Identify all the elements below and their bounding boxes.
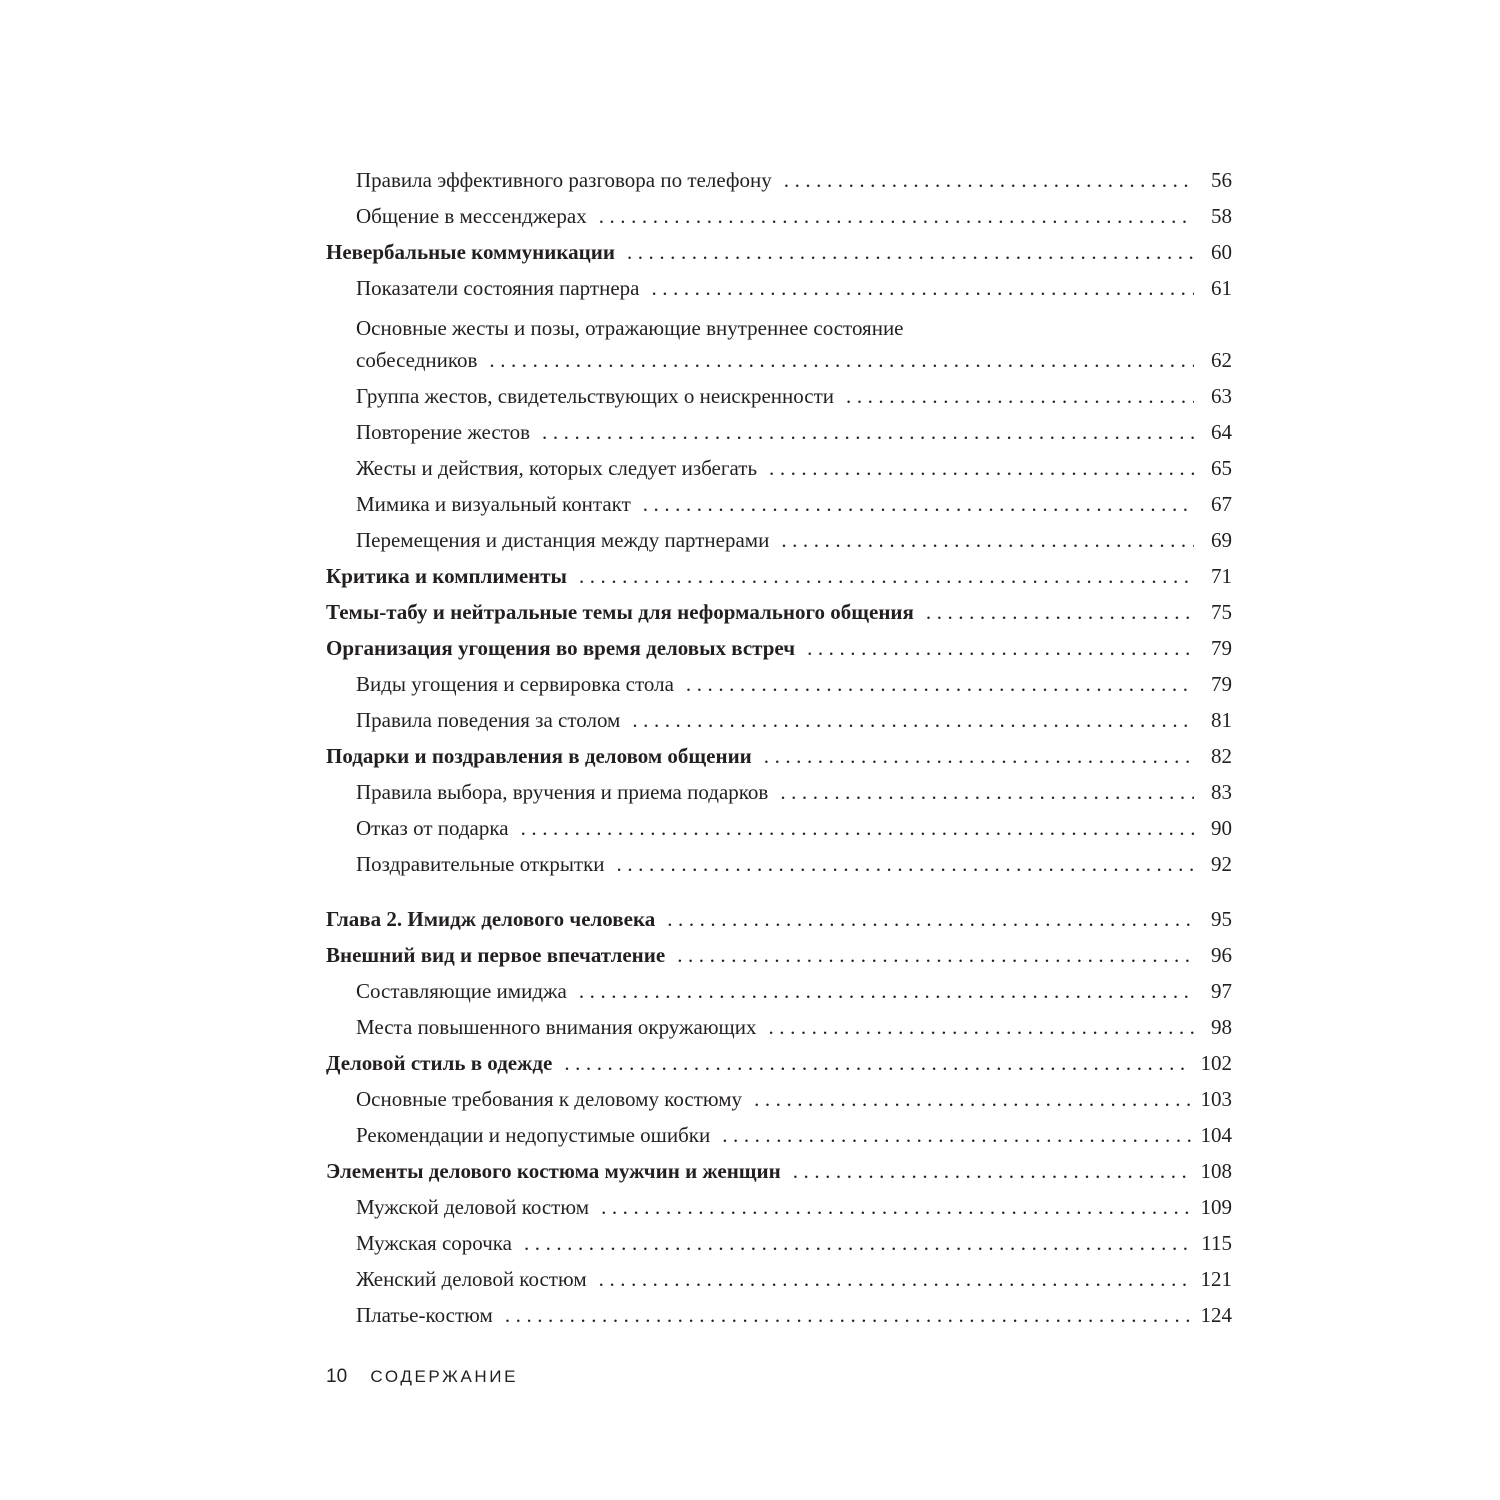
toc-page-number: 65 (1211, 456, 1232, 480)
toc-subsection-entry[interactable] (326, 666, 1232, 702)
dot-leader (632, 702, 1194, 738)
toc-page-number: 98 (1211, 1015, 1232, 1039)
dot-leader (793, 1153, 1191, 1189)
toc-entry-title: Мужской деловой костюм (356, 1195, 590, 1219)
toc-entry-title: Организация угощения во время деловых встреч (326, 636, 796, 660)
toc-page-number: 79 (1211, 672, 1232, 696)
toc-entry-title: Правила поведения за столом (356, 708, 621, 732)
dot-leader (617, 846, 1194, 882)
toc-section-entry[interactable] (326, 1045, 1232, 1081)
toc-section-entry[interactable] (326, 234, 1232, 270)
toc-page-number: 71 (1211, 564, 1232, 588)
dot-leader (601, 1189, 1190, 1225)
toc-section-entry[interactable] (326, 630, 1232, 666)
dot-leader (627, 234, 1194, 270)
dot-leader (807, 630, 1194, 666)
toc-subsection-entry[interactable] (326, 1081, 1232, 1117)
toc-page-number: 81 (1211, 708, 1232, 732)
toc-entry-title: Правила эффективного разговора по телефону (356, 168, 772, 192)
toc-page-number: 63 (1211, 384, 1232, 408)
dot-leader (564, 1045, 1190, 1081)
dot-leader (926, 594, 1194, 630)
dot-leader (521, 810, 1194, 846)
page-footer (326, 1366, 518, 1388)
toc-entry-title: Подарки и поздравления в деловом общении (326, 744, 752, 768)
toc-subsection-entry[interactable] (326, 450, 1232, 486)
dot-leader (754, 1081, 1190, 1117)
toc-entry-title: Рекомендации и недопустимые ошибки (356, 1123, 711, 1147)
toc-page-number: 109 (1200, 1195, 1232, 1219)
toc-subsection-entry[interactable] (326, 522, 1232, 558)
toc-subsection-entry[interactable] (326, 702, 1232, 738)
toc-entry-title: Места повышенного внимания окружающих (356, 1015, 757, 1039)
toc-page-number: 79 (1211, 636, 1232, 660)
dot-leader (768, 1009, 1194, 1045)
toc-entry-title: Правила выбора, вручения и приема подарков (356, 780, 769, 804)
toc-entry-title: Отказ от подарка (356, 816, 509, 840)
toc-entry-title-line: Основные жесты и позы, отражающие внутреннее состояние (356, 316, 904, 340)
toc-entry-continuation (356, 342, 1232, 378)
toc-subsection-entry[interactable] (326, 162, 1232, 198)
dot-leader (677, 937, 1194, 973)
toc-page-number: 69 (1211, 528, 1232, 552)
toc-section-entry[interactable] (326, 901, 1232, 937)
toc-page-number: 102 (1200, 1051, 1232, 1075)
toc-subsection-entry[interactable] (326, 973, 1232, 1009)
toc-entry-title: Группа жестов, свидетельствующих о неискренности (356, 384, 835, 408)
toc-page-number: 95 (1211, 907, 1232, 931)
toc-section-entry[interactable] (326, 738, 1232, 774)
toc-subsection-entry[interactable] (326, 810, 1232, 846)
toc-page-number: 58 (1211, 204, 1232, 228)
toc-page-number: 82 (1211, 744, 1232, 768)
toc-page-number: 62 (1211, 348, 1232, 372)
toc-entry-title: Составляющие имиджа (356, 979, 567, 1003)
page-number: 10 (326, 1366, 348, 1387)
dot-leader (489, 342, 1194, 378)
dot-leader (643, 486, 1194, 522)
dot-leader (781, 522, 1194, 558)
toc-entry-title: Мужская сорочка (356, 1231, 512, 1255)
toc-page-number: 61 (1211, 276, 1232, 300)
dot-leader (846, 378, 1194, 414)
toc-entry-title: Критика и комплименты (326, 564, 567, 588)
toc-subsection-entry[interactable] (326, 774, 1232, 810)
dot-leader (769, 450, 1194, 486)
toc-subsection-entry[interactable] (326, 198, 1232, 234)
toc-page-number: 121 (1200, 1267, 1232, 1291)
toc-page-number: 56 (1211, 168, 1232, 192)
table-of-contents (326, 162, 1232, 1333)
dot-leader (686, 666, 1194, 702)
toc-page-number: 92 (1211, 852, 1232, 876)
toc-section-entry[interactable] (326, 558, 1232, 594)
toc-entry-title: Общение в мессенджерах (356, 204, 587, 228)
dot-leader (542, 414, 1194, 450)
dot-leader (599, 1261, 1191, 1297)
toc-section-entry[interactable] (326, 1153, 1232, 1189)
toc-subsection-entry[interactable] (326, 1225, 1232, 1261)
dot-leader (505, 1297, 1191, 1333)
toc-entry-title: Основные требования к деловому костюму (356, 1087, 743, 1111)
toc-subsection-entry[interactable] (326, 270, 1232, 306)
toc-entry-title: Женский деловой костюм (356, 1267, 587, 1291)
toc-entry-title: Показатели состояния партнера (356, 276, 640, 300)
toc-section-entry[interactable] (326, 594, 1232, 630)
toc-entry-title: собеседников (356, 348, 478, 372)
toc-subsection-entry[interactable] (326, 1261, 1232, 1297)
toc-entry-title: Платье-костюм (356, 1303, 493, 1327)
dot-leader (651, 270, 1194, 306)
toc-page-number: 115 (1201, 1231, 1232, 1255)
toc-entry-title: Темы-табу и нейтральные темы для неформального общения (326, 600, 914, 624)
toc-subsection-entry[interactable] (326, 1117, 1232, 1153)
toc-page-number: 90 (1211, 816, 1232, 840)
toc-entry-title: Глава 2. Имидж делового человека (326, 907, 656, 931)
toc-entry-title: Виды угощения и сервировка стола (356, 672, 674, 696)
dot-leader (599, 198, 1194, 234)
dot-leader (764, 738, 1194, 774)
toc-subsection-entry[interactable] (326, 414, 1232, 450)
toc-entry-title: Деловой стиль в одежде (326, 1051, 553, 1075)
toc-page-number: 64 (1211, 420, 1232, 444)
dot-leader (722, 1117, 1190, 1153)
toc-page-number: 60 (1211, 240, 1232, 264)
toc-subsection-entry[interactable] (326, 1009, 1232, 1045)
toc-page-number: 96 (1211, 943, 1232, 967)
toc-entry-title: Жесты и действия, которых следует избегать (356, 456, 758, 480)
toc-entry-title: Поздравительные открытки (356, 852, 605, 876)
toc-subsection-entry[interactable] (326, 1189, 1232, 1225)
toc-page-number: 104 (1200, 1123, 1232, 1147)
toc-page-number: 97 (1211, 979, 1232, 1003)
toc-entry-title: Элементы делового костюма мужчин и женщин (326, 1159, 781, 1183)
toc-subsection-entry[interactable] (326, 306, 1232, 378)
dot-leader (784, 162, 1194, 198)
dot-leader (524, 1225, 1191, 1261)
toc-entry-title: Повторение жестов (356, 420, 531, 444)
toc-entry-title: Перемещения и дистанция между партнерами (356, 528, 770, 552)
toc-page-number: 83 (1211, 780, 1232, 804)
toc-page-number: 67 (1211, 492, 1232, 516)
toc-page-number: 124 (1200, 1303, 1232, 1327)
toc-subsection-entry[interactable] (326, 486, 1232, 522)
dot-leader (667, 901, 1194, 937)
toc-page-number: 108 (1200, 1159, 1232, 1183)
dot-leader (579, 558, 1194, 594)
toc-entry-title: Внешний вид и первое впечатление (326, 943, 666, 967)
toc-subsection-entry[interactable] (326, 1297, 1232, 1333)
toc-subsection-entry[interactable] (326, 846, 1232, 882)
toc-page-number: 75 (1211, 600, 1232, 624)
dot-leader (780, 774, 1194, 810)
toc-entry-title: Мимика и визуальный контакт (356, 492, 631, 516)
dot-leader (579, 973, 1194, 1009)
running-head: СОДЕРЖАНИЕ (370, 1367, 519, 1386)
toc-subsection-entry[interactable] (326, 378, 1232, 414)
toc-entry-title: Невербальные коммуникации (326, 240, 615, 264)
toc-page-number: 103 (1200, 1087, 1232, 1111)
toc-section-entry[interactable] (326, 937, 1232, 973)
